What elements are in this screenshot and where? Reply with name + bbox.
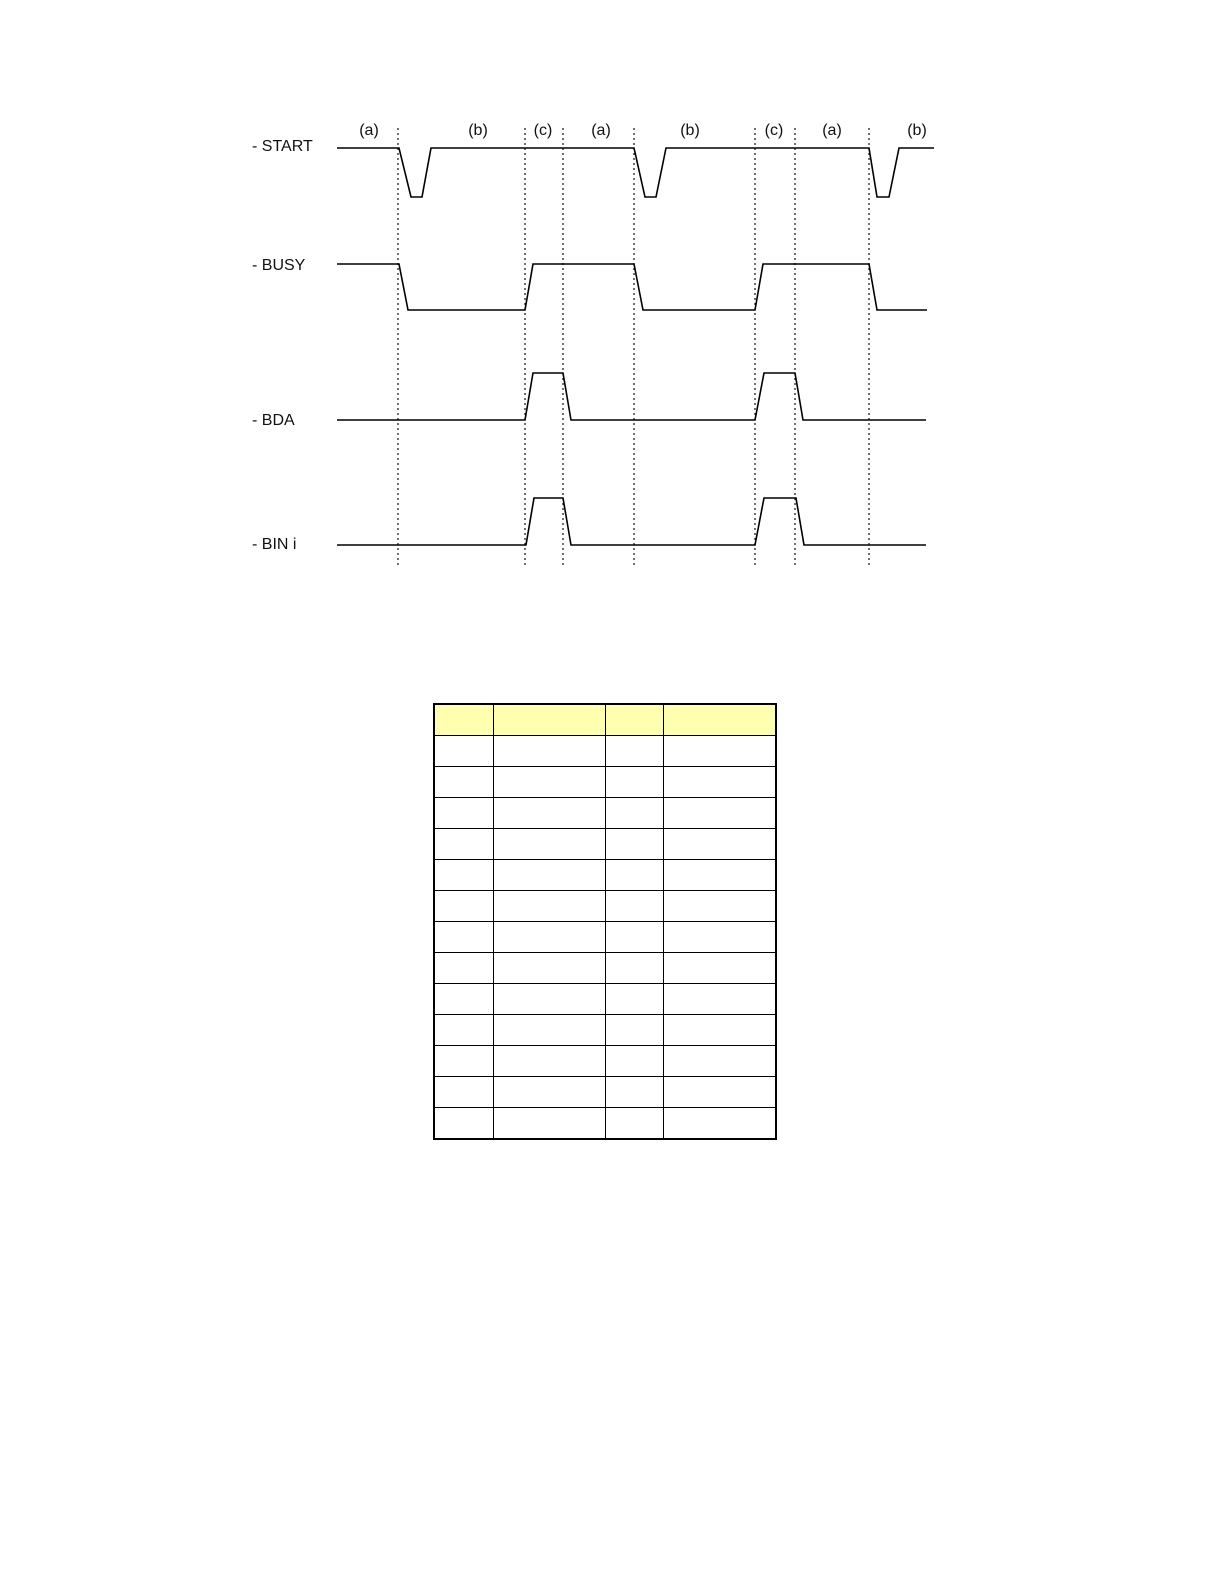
table-cell	[434, 798, 494, 829]
table-cell	[606, 1077, 664, 1108]
table-cell	[606, 736, 664, 767]
table-cell	[494, 1046, 606, 1077]
table-cell	[494, 767, 606, 798]
table-cell	[664, 1015, 777, 1046]
bda-waveform	[337, 373, 926, 420]
table-cell	[494, 829, 606, 860]
table-cell	[494, 953, 606, 984]
table-cell	[606, 1015, 664, 1046]
table-cell	[494, 860, 606, 891]
table-row	[434, 1077, 776, 1108]
table-cell	[606, 953, 664, 984]
table-cell	[664, 984, 777, 1015]
table-cell	[606, 798, 664, 829]
phase-label-b: (b)	[468, 122, 488, 139]
table-cell	[434, 953, 494, 984]
table-cell	[664, 829, 777, 860]
table-row	[434, 984, 776, 1015]
table-cell	[664, 860, 777, 891]
phase-label-a: (a)	[822, 122, 842, 139]
table-header-cell	[434, 704, 494, 736]
phase-label-b: (b)	[680, 122, 700, 139]
table-cell	[606, 891, 664, 922]
table-row	[434, 1015, 776, 1046]
table-row	[434, 891, 776, 922]
table-row	[434, 1046, 776, 1077]
table-cell	[606, 860, 664, 891]
signal-label-bda: - BDA	[252, 412, 295, 429]
table-cell	[434, 1077, 494, 1108]
table-cell	[434, 891, 494, 922]
table-row	[434, 829, 776, 860]
table-cell	[664, 1077, 777, 1108]
table-cell	[664, 1046, 777, 1077]
table-cell	[434, 1108, 494, 1140]
table-cell	[494, 1108, 606, 1140]
table-cell	[494, 984, 606, 1015]
table-cell	[606, 829, 664, 860]
table-row	[434, 922, 776, 953]
table-cell	[664, 953, 777, 984]
table-cell	[664, 736, 777, 767]
table-cell	[494, 922, 606, 953]
table-row	[434, 798, 776, 829]
table-cell	[494, 1015, 606, 1046]
phase-label-b: (b)	[907, 122, 927, 139]
table-row	[434, 767, 776, 798]
table-cell	[434, 984, 494, 1015]
table-cell	[434, 736, 494, 767]
table-row	[434, 953, 776, 984]
table-cell	[664, 891, 777, 922]
phase-label-c: (c)	[764, 122, 784, 139]
table-cell	[606, 922, 664, 953]
table-header-cell	[494, 704, 606, 736]
phase-label-a: (a)	[359, 122, 379, 139]
table-cell	[434, 1046, 494, 1077]
table-row	[434, 860, 776, 891]
table-cell	[494, 736, 606, 767]
table-cell	[606, 1046, 664, 1077]
table-cell	[434, 829, 494, 860]
signal-label-busy: - BUSY	[252, 257, 306, 274]
table-cell	[434, 922, 494, 953]
table-cell	[664, 922, 777, 953]
phase-label-c: (c)	[533, 122, 553, 139]
bin-waveform	[337, 498, 926, 545]
table-row	[434, 1108, 776, 1140]
signal-label-bin: - BIN i	[252, 536, 297, 553]
data-table	[433, 703, 777, 1140]
table-cell	[494, 798, 606, 829]
table-cell	[664, 798, 777, 829]
table-cell	[494, 1077, 606, 1108]
table-header-cell	[606, 704, 664, 736]
table-cell	[434, 1015, 494, 1046]
table-cell	[434, 860, 494, 891]
table-cell	[606, 984, 664, 1015]
table-header-row	[434, 704, 776, 736]
table-row	[434, 736, 776, 767]
table-cell	[434, 767, 494, 798]
table-cell	[664, 1108, 777, 1140]
timing-diagram	[0, 0, 1224, 600]
phase-label-a: (a)	[591, 122, 611, 139]
table-cell	[494, 891, 606, 922]
signal-label-start: - START	[252, 138, 313, 155]
table-cell	[606, 767, 664, 798]
busy-waveform	[337, 264, 927, 310]
table-header-cell	[664, 704, 777, 736]
table-cell	[606, 1108, 664, 1140]
table-cell	[664, 767, 777, 798]
start-waveform	[337, 148, 934, 197]
